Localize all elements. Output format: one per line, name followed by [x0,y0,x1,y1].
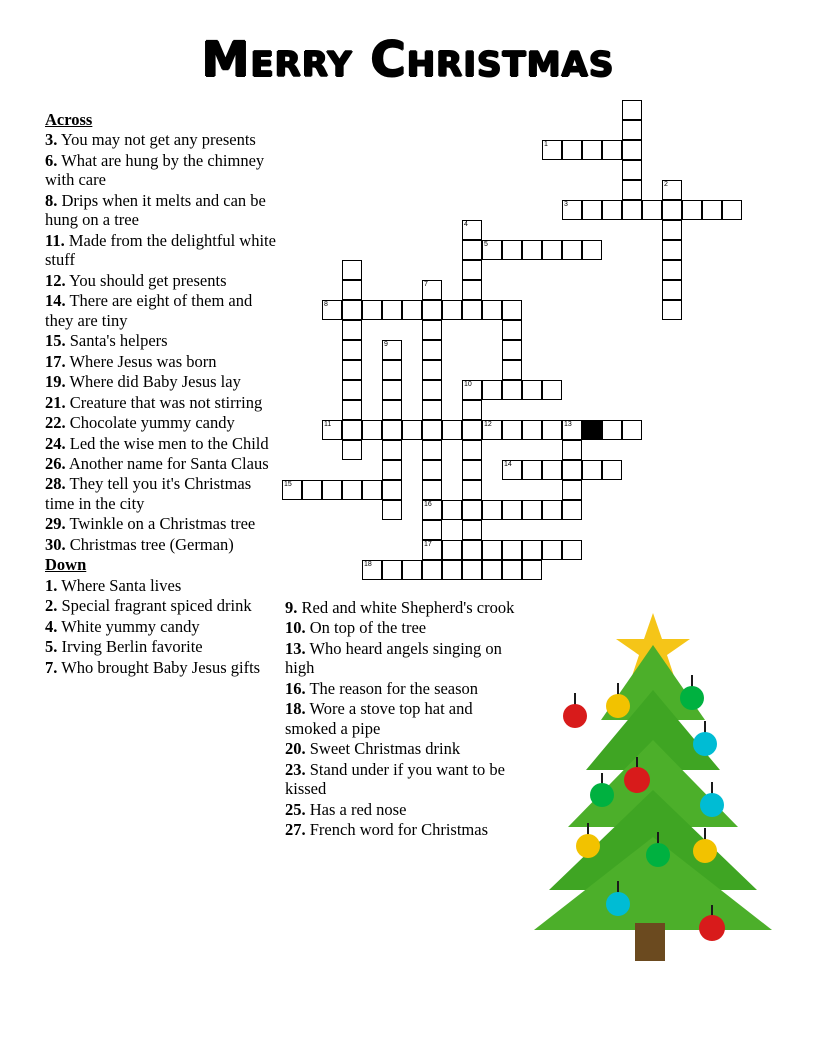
clue-text: White yummy candy [57,616,200,636]
down-clue-list-left [45,576,277,677]
grid-cell[interactable] [542,460,562,480]
grid-cell[interactable] [342,320,362,340]
grid-cell[interactable] [622,420,642,440]
grid-cell[interactable] [342,280,362,300]
grid-cell[interactable] [482,240,502,260]
clue-text: On top of the tree [305,618,427,638]
grid-cell[interactable] [422,480,442,500]
grid-cell[interactable] [462,560,482,580]
across-clue [45,291,277,330]
grid-cell[interactable] [722,200,742,220]
grid-cell[interactable] [562,440,582,460]
grid-cell[interactable] [462,280,482,300]
grid-cell[interactable] [622,200,642,220]
across-clue [45,434,277,453]
grid-cell[interactable] [382,460,402,480]
grid-cell[interactable] [602,200,622,220]
grid-cell[interactable] [342,300,362,320]
grid-cell[interactable] [602,460,622,480]
christmas-tree-svg [520,605,790,965]
grid-cell[interactable] [482,540,502,560]
grid-cell[interactable] [482,560,502,580]
grid-cell[interactable] [342,480,362,500]
grid-cell[interactable] [522,460,542,480]
grid-cell[interactable] [522,540,542,560]
grid-cell[interactable] [662,200,682,220]
clue-text: French word for Christmas [305,820,489,840]
clue-number: 26. [45,453,66,473]
down-clue [285,679,523,698]
grid-cell[interactable] [442,560,462,580]
clue-text: Who heard angels singing on high [285,638,502,678]
clue-number: 8. [45,190,58,210]
grid-cell[interactable] [422,340,442,360]
grid-cell[interactable] [422,280,442,300]
grid-cell[interactable] [502,460,522,480]
clue-text: Santa's helpers [65,331,168,351]
grid-cell-number: 1 [544,141,548,148]
grid-cell[interactable] [502,360,522,380]
grid-cell[interactable] [462,260,482,280]
grid-cell[interactable] [422,300,442,320]
clues-column-middle [285,598,523,841]
grid-cell[interactable] [422,320,442,340]
grid-cell[interactable] [342,360,362,380]
clue-number: 30. [45,534,66,554]
clue-text: Where Jesus was born [65,351,217,371]
grid-cell[interactable] [362,420,382,440]
grid-cell[interactable] [382,380,402,400]
clue-number: 23. [285,759,306,779]
grid-cell[interactable] [502,560,522,580]
grid-cell-number: 9 [384,341,388,348]
grid-cell[interactable] [502,500,522,520]
grid-cell[interactable] [422,520,442,540]
clue-text: Irving Berlin favorite [57,637,203,657]
grid-cell[interactable] [362,300,382,320]
clue-number: 4. [45,616,58,636]
clue-text: Where Santa lives [57,575,182,595]
clue-text: Another name for Santa Claus [65,453,269,473]
grid-cell[interactable] [462,220,482,240]
grid-cell[interactable] [422,400,442,420]
clue-text: Drips when it melts and can be hung on a tree [45,190,266,230]
clue-number: 19. [45,372,66,392]
clue-number: 13. [285,638,306,658]
clues-column-left [45,110,277,678]
grid-cell[interactable] [382,400,402,420]
down-clue [285,639,523,678]
grid-cell[interactable] [462,380,482,400]
grid-cell[interactable] [502,320,522,340]
grid-cell[interactable] [502,340,522,360]
grid-cell-number: 13 [564,421,572,428]
across-clue [45,271,277,290]
grid-cell[interactable] [462,460,482,480]
grid-cell[interactable] [582,140,602,160]
grid-cell[interactable] [362,560,382,580]
across-clue [45,514,277,533]
across-clue [45,191,277,230]
grid-cell-number: 12 [484,421,492,428]
grid-cell[interactable] [382,300,402,320]
grid-cell[interactable] [502,420,522,440]
christmas-tree-illustration [520,605,790,965]
grid-cell[interactable] [482,300,502,320]
grid-cell[interactable] [462,240,482,260]
clue-text: Made from the delightful white stuff [45,230,276,270]
grid-cell[interactable] [382,340,402,360]
grid-cell-number: 16 [424,501,432,508]
grid-cell[interactable] [562,460,582,480]
clue-number: 10. [285,618,306,638]
grid-cell[interactable] [402,420,422,440]
grid-cell[interactable] [562,200,582,220]
grid-cell[interactable] [382,500,402,520]
clue-number: 16. [285,678,306,698]
grid-cell[interactable] [482,380,502,400]
grid-cell[interactable] [462,400,482,420]
grid-cell[interactable] [562,420,582,440]
grid-cell[interactable] [462,420,482,440]
grid-cell-number: 18 [364,561,372,568]
clue-text: Where did Baby Jesus lay [65,372,241,392]
grid-cell[interactable] [322,300,342,320]
down-clue [45,596,277,615]
down-clue [285,598,523,617]
across-clue [45,130,277,149]
grid-cell[interactable] [602,420,622,440]
grid-cell[interactable] [562,500,582,520]
across-clue [45,454,277,473]
clue-text: You may not get any presents [57,130,256,150]
grid-cell-number: 17 [424,541,432,548]
tree-trunk [635,923,665,961]
grid-cell[interactable] [462,540,482,560]
grid-cell-number: 3 [564,201,568,208]
grid-cell[interactable] [302,480,322,500]
grid-cell[interactable] [422,560,442,580]
clue-number: 5. [45,637,58,657]
clue-number: 9. [285,598,298,617]
clue-text: Stand under if you want to be kissed [285,759,505,799]
grid-cell[interactable] [342,260,362,280]
clue-number: 25. [285,799,306,819]
grid-cell[interactable] [702,200,722,220]
clue-number: 14. [45,291,66,311]
grid-cell[interactable] [542,380,562,400]
clue-number: 18. [285,699,306,719]
grid-cell[interactable] [622,120,642,140]
down-heading: Down [45,555,87,575]
grid-cell[interactable] [482,420,502,440]
grid-cell[interactable] [662,300,682,320]
grid-cell[interactable] [462,520,482,540]
across-clue [45,151,277,190]
clue-number: 28. [45,474,66,494]
clue-text: Chocolate yummy candy [65,413,235,433]
grid-cell[interactable] [382,420,402,440]
grid-cell[interactable] [442,420,462,440]
down-clue [285,739,523,758]
grid-cell-number: 15 [284,481,292,488]
grid-cell-number: 7 [424,281,428,288]
grid-cell[interactable] [322,420,342,440]
grid-cell[interactable] [282,480,302,500]
grid-cell[interactable] [342,440,362,460]
down-clue [285,760,523,799]
grid-cell-number: 4 [464,221,468,228]
grid-cell[interactable] [422,360,442,380]
grid-cell[interactable] [582,240,602,260]
grid-cell[interactable] [382,480,402,500]
grid-cell-number: 2 [664,181,668,188]
clue-text: Christmas tree (German) [65,534,234,554]
clue-text: Wore a stove top hat and smoked a pipe [285,699,473,738]
down-clue [285,699,523,738]
down-clue [45,576,277,595]
grid-cell[interactable] [402,560,422,580]
grid-cell[interactable] [422,440,442,460]
grid-cell[interactable] [362,480,382,500]
clue-text: What are hung by the chimney with care [45,150,265,190]
clue-text: The reason for the season [305,678,479,698]
down-clue [285,618,523,637]
grid-cell[interactable] [622,140,642,160]
grid-cell[interactable] [562,240,582,260]
grid-cell[interactable] [342,340,362,360]
grid-cell[interactable] [502,380,522,400]
down-clue [45,617,277,636]
grid-cell[interactable] [582,200,602,220]
clue-text: Special fragrant spiced drink [57,596,252,616]
grid-cell[interactable] [622,100,642,120]
grid-cell[interactable] [522,560,542,580]
grid-cell[interactable] [402,300,422,320]
grid-cell[interactable] [322,480,342,500]
clue-number: 3. [45,130,58,150]
clue-text: Sweet Christmas drink [305,739,461,759]
grid-cell[interactable] [462,500,482,520]
clue-number: 22. [45,413,66,433]
grid-cell[interactable] [462,300,482,320]
grid-cell[interactable] [542,540,562,560]
grid-cell[interactable] [522,500,542,520]
clue-text: Red and white Shepherd's crook [297,598,515,617]
grid-cell[interactable] [422,380,442,400]
clue-text: They tell you it's Christmas time in the city [45,474,252,513]
grid-cell[interactable] [382,360,402,380]
grid-cell[interactable] [542,500,562,520]
grid-cell[interactable] [562,480,582,500]
clue-number: 27. [285,820,306,840]
page-title: Merry Christmas [201,32,615,88]
grid-cell[interactable] [542,140,562,160]
clue-number: 29. [45,514,66,534]
grid-cell[interactable] [382,560,402,580]
clue-number: 21. [45,392,66,412]
across-clue-list [45,130,277,554]
grid-cell[interactable] [622,160,642,180]
grid-cell[interactable] [422,540,442,560]
grid-cell[interactable] [442,500,462,520]
clue-number: 11. [45,230,65,250]
clue-text: Creature that was not stirring [65,392,263,412]
grid-cell[interactable] [422,500,442,520]
grid-cell[interactable] [342,420,362,440]
grid-cell[interactable] [502,300,522,320]
crossword-grid[interactable] [282,100,762,600]
grid-cell[interactable] [542,240,562,260]
down-clue [285,800,523,819]
grid-cell-number: 8 [324,301,328,308]
grid-cell[interactable] [442,300,462,320]
grid-cell[interactable] [502,540,522,560]
grid-cell[interactable] [422,460,442,480]
grid-cell[interactable] [462,480,482,500]
down-clue [285,820,523,839]
grid-cell[interactable] [662,260,682,280]
grid-cell-number: 10 [464,381,472,388]
grid-cell[interactable] [462,440,482,460]
grid-cell[interactable] [562,540,582,560]
clue-number: 15. [45,331,66,351]
across-heading: Across [45,110,93,129]
grid-cell[interactable] [482,500,502,520]
grid-cell[interactable] [442,540,462,560]
across-clue [45,372,277,391]
down-clue [45,637,277,656]
grid-cell[interactable] [382,440,402,460]
clue-number: 6. [45,150,58,170]
grid-cell-number: 5 [484,241,488,248]
grid-cell[interactable] [662,280,682,300]
grid-cell[interactable] [522,380,542,400]
across-clue [45,231,277,270]
grid-cell[interactable] [582,460,602,480]
grid-cell[interactable] [342,380,362,400]
clue-number: 17. [45,351,66,371]
clue-text: Who brought Baby Jesus gifts [57,657,261,677]
grid-cell[interactable] [662,220,682,240]
grid-cell[interactable] [562,140,582,160]
clue-number: 12. [45,270,66,290]
grid-cell[interactable] [602,140,622,160]
grid-cell[interactable] [522,420,542,440]
clue-text: Twinkle on a Christmas tree [65,514,256,534]
across-clue [45,331,277,350]
grid-cell[interactable] [682,200,702,220]
grid-cell-number: 14 [504,461,512,468]
across-clue [45,413,277,432]
clue-text: Has a red nose [305,799,407,819]
grid-cell[interactable] [422,420,442,440]
clue-number: 2. [45,596,58,616]
grid-cell[interactable] [662,180,682,200]
clue-text: There are eight of them and they are tiny [45,291,253,330]
grid-cell[interactable] [522,240,542,260]
down-clue-list-middle [285,598,523,840]
down-clue [45,658,277,677]
across-clue [45,474,277,513]
clue-number: 7. [45,657,58,677]
grid-cell[interactable] [662,240,682,260]
grid-cell[interactable] [642,200,662,220]
clue-number: 1. [45,575,58,595]
across-clue [45,393,277,412]
clue-text: You should get presents [65,270,227,290]
grid-cell[interactable] [622,180,642,200]
grid-cell[interactable] [542,420,562,440]
clue-number: 20. [285,739,306,759]
across-clue [45,535,277,554]
grid-cell[interactable] [342,400,362,420]
grid-cell-blocked [582,420,602,440]
clue-number: 24. [45,433,66,453]
across-clue [45,352,277,371]
grid-cell-number: 11 [324,421,332,428]
grid-cell[interactable] [502,240,522,260]
clue-text: Led the wise men to the Child [65,433,269,453]
